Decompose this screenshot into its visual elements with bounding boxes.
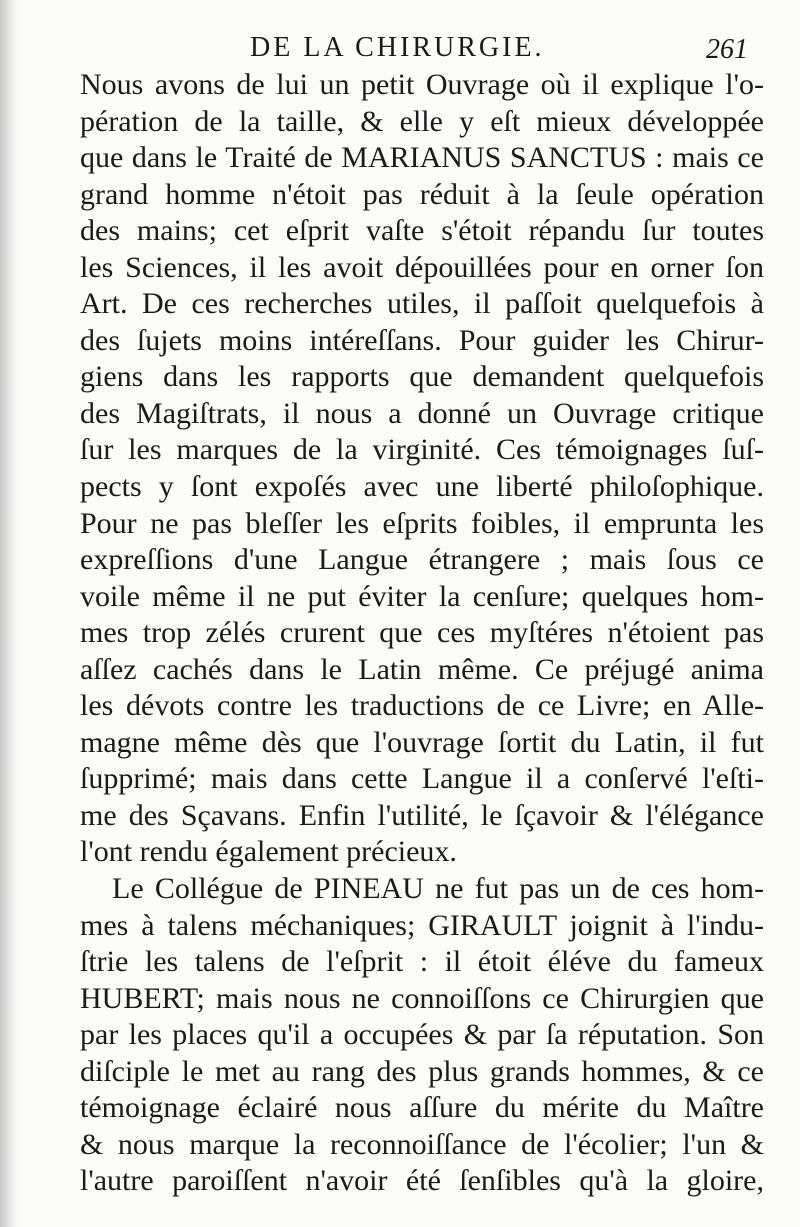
text-line: HUBERT; mais nous ne connoiſſons ce Chirurgien que <box>80 981 764 1015</box>
text-line: me des Sçavans. Enfin l'utilité, le ſçavoir & l'élégance <box>80 798 764 832</box>
text-line: les dévots contre les traductions de ce Livre; en Alle- <box>80 689 764 723</box>
text-line: par les places qu'il a occupées & par ſa réputation. Son <box>80 1018 764 1052</box>
text-line: ſtrie les talens de l'eſprit : il étoit éléve du fameux <box>80 945 764 979</box>
text-line: témoignage éclairé nous aſſure du mérite du Maître <box>80 1091 764 1125</box>
text-line: l'ont rendu également précieux. <box>80 835 457 869</box>
text-line: magne même dès que l'ouvrage ſortit du Latin, il fut <box>80 725 764 759</box>
text-line: aſſez cachés dans le Latin même. Ce préjugé anima <box>80 652 764 686</box>
text-line: pects y ſont expoſés avec une liberté philoſophique. <box>80 470 764 504</box>
text-line: l'autre paroiſſent n'avoir été ſenſibles qu'à la gloire, <box>80 1164 764 1198</box>
gutter-shadow <box>0 0 18 1227</box>
text-line: des mains; cet eſprit vaſte s'étoit répandu ſur toutes <box>80 214 764 248</box>
running-title: DE LA CHIRURGIE. <box>250 32 545 63</box>
text-line: ſur les marques de la virginité. Ces témoignages ſuſ- <box>80 433 764 467</box>
text-line: Art. De ces recherches utiles, il paſſoit quelquefois à <box>80 287 764 321</box>
paragraph-start-line: Le Collégue de PINEAU ne fut pas un de ces hom- <box>112 872 764 906</box>
text-line: diſciple le met au rang des plus grands hommes, & ce <box>80 1054 764 1088</box>
page-number: 261 <box>706 34 748 65</box>
text-line: des ſujets moins intéreſſans. Pour guider les Chirur- <box>80 323 764 357</box>
text-line: grand homme n'étoit pas réduit à la ſeule opération <box>80 177 764 211</box>
text-line: Nous avons de lui un petit Ouvrage où il explique l'o- <box>80 68 764 101</box>
text-line: que dans le Traité de MARIANUS SANCTUS : mais ce <box>80 141 764 175</box>
text-line: mes trop zélés crurent que ces myſtéres n'étoient pas <box>80 616 764 650</box>
text-line: voile même il ne put éviter la cenſure; quelques hom- <box>80 579 764 613</box>
text-line: mes à talens méchaniques; GIRAULT joignit à l'indu- <box>80 908 764 942</box>
body-text <box>80 67 764 1200</box>
text-line: & nous marque la reconnoiſſance de l'écolier; l'un & <box>80 1127 764 1161</box>
page-header <box>0 30 800 66</box>
text-line: expreſſions d'une Langue étrangere ; mais ſous ce <box>80 543 764 577</box>
text-line: ſupprimé; mais dans cette Langue il a conſervé l'eſti- <box>80 762 764 796</box>
text-line: les Sciences, il les avoit dépouillées pour en orner ſon <box>80 250 764 284</box>
text-line: giens dans les rapports que demandent quelquefois <box>80 360 764 394</box>
text-line: des Magiſtrats, il nous a donné un Ouvrage critique <box>80 396 764 430</box>
text-line: Pour ne pas bleſſer les eſprits foibles, il emprunta les <box>80 506 764 540</box>
text-line: pération de la taille, & elle y eſt mieux développée <box>80 104 764 138</box>
